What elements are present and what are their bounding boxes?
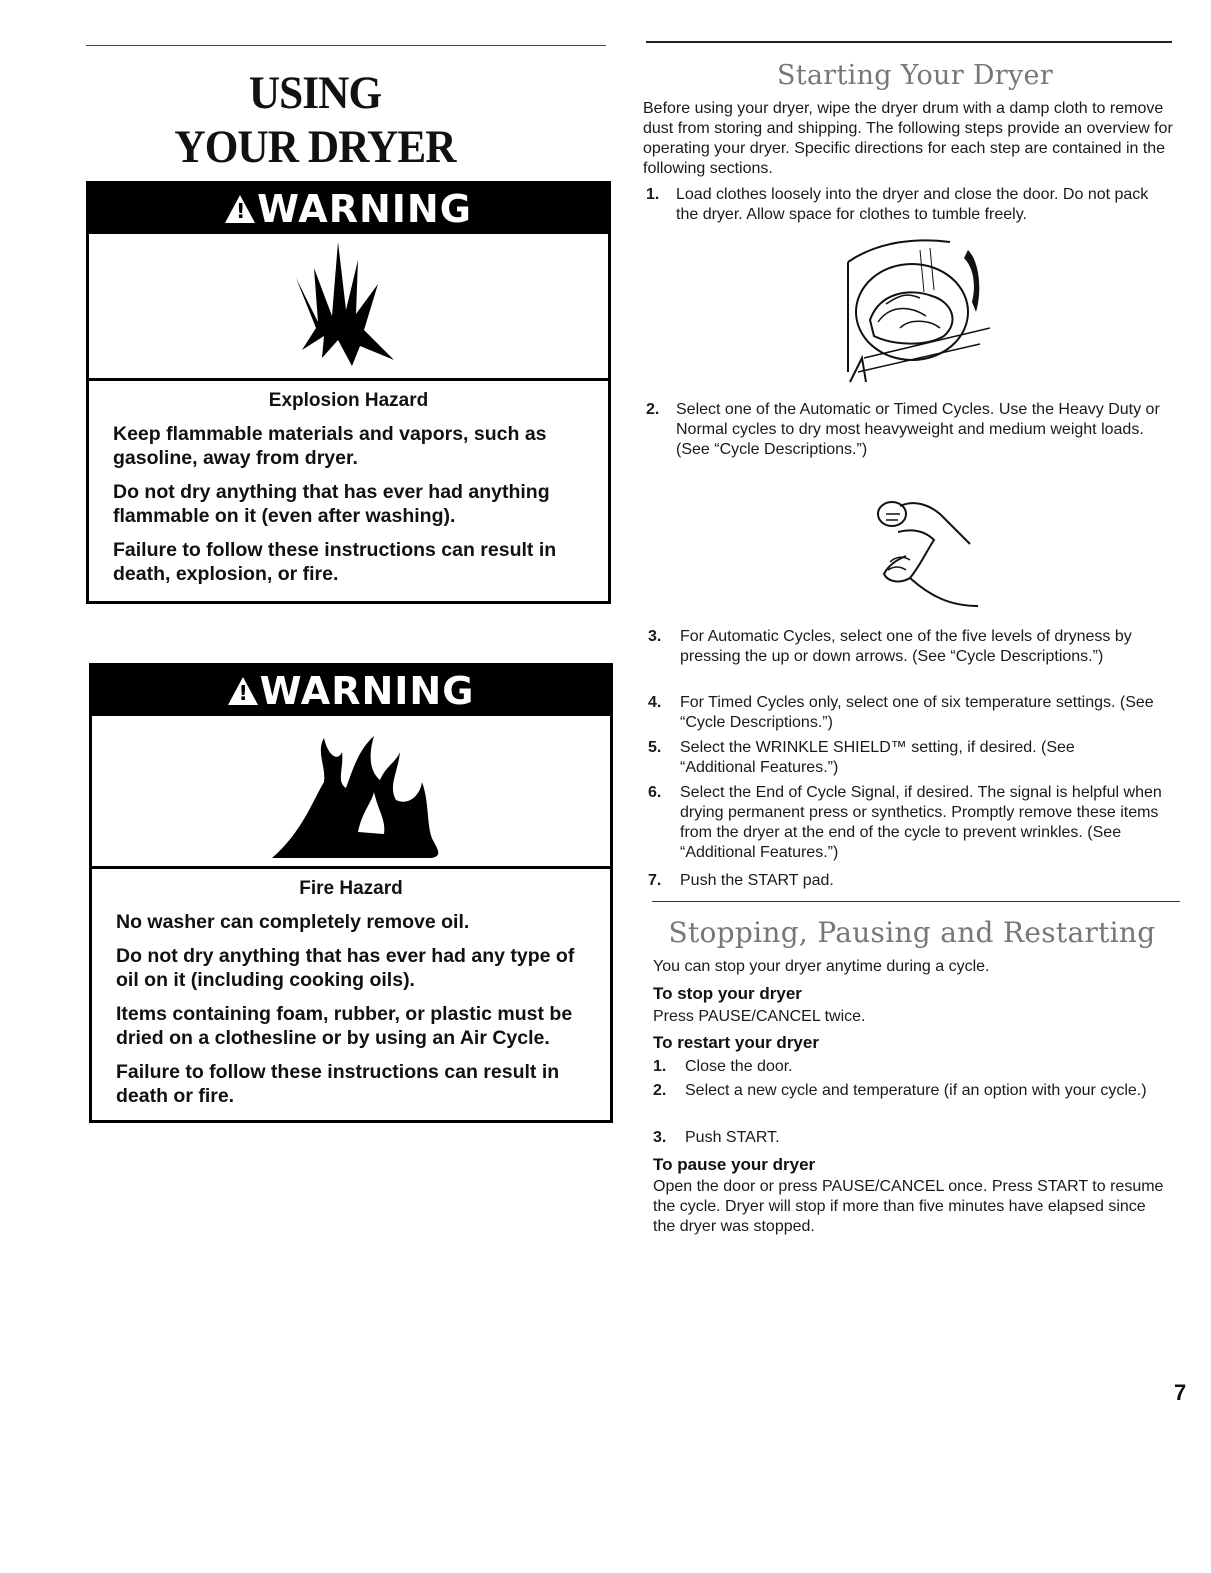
starting-heading: Starting Your Dryer: [776, 60, 1054, 91]
warning-line: Do not dry anything that has ever had anything flammable on it (even after washing).: [113, 481, 550, 527]
flame-icon: [262, 722, 452, 862]
warning-line: Do not dry anything that has ever had any type of oil on it (including cooking oils).: [116, 945, 575, 991]
warning-header: [92, 666, 610, 716]
warning-label: WARNING: [259, 669, 475, 713]
starting-intro: Before using your dryer, wipe the dryer drum with a damp cloth to remove dust from storing and shipping. The following steps provide an overview for operating your dryer. Specific directions for each step are contained in the following sections.: [643, 100, 1173, 177]
section-divider: [652, 901, 1180, 902]
fire-hazard-title: Fire Hazard: [299, 878, 403, 899]
page-title-line1: USING: [248, 67, 382, 119]
warning-triangle-icon: !: [228, 677, 258, 705]
warning-line: Failure to follow these instructions can result in death, explosion, or fire.: [113, 539, 557, 585]
stopping-heading: Stopping, Pausing and Restarting: [668, 916, 1156, 949]
dryer-loading-illustration: [840, 232, 990, 392]
page-title: [163, 66, 467, 174]
warning-line: No washer can completely remove oil.: [116, 911, 470, 933]
warning-line: Failure to follow these instructions can result in death or fire.: [116, 1061, 560, 1107]
pause-text: Open the door or press PAUSE/CANCEL once. Press START to resume the cycle. Dryer will stop if more than five minutes have elapsed since the dryer was stopped.: [653, 1178, 1164, 1235]
pause-title: To pause your dryer: [653, 1155, 816, 1174]
stop-text: Press PAUSE/CANCEL twice.: [653, 1008, 866, 1025]
fire-warning-box: [89, 663, 613, 1123]
warning-header: [89, 184, 608, 234]
warning-line: Keep flammable materials and vapors, such as gasoline, away from dryer.: [113, 423, 547, 469]
page-number: 7: [1174, 1380, 1187, 1405]
fire-warning-text: [92, 869, 610, 1108]
explosion-warning-text: [89, 381, 608, 586]
stop-title: To stop your dryer: [653, 984, 802, 1003]
warning-line: Items containing foam, rubber, or plastic must be dried on a clothesline or by using an Air Cycle.: [116, 1003, 573, 1049]
warning-triangle-icon: !: [225, 195, 255, 223]
explosion-icon: [274, 240, 414, 380]
fire-picture: [92, 716, 610, 869]
stopping-intro: You can stop your dryer anytime during a cycle.: [653, 958, 990, 975]
explosion-hazard-title: Explosion Hazard: [268, 390, 429, 411]
explosion-picture: [89, 234, 608, 381]
explosion-warning-box: [86, 181, 611, 604]
top-rule-right: [646, 41, 1172, 43]
page-title-line2: YOUR DRYER: [174, 121, 456, 173]
hand-pressing-illustration: [870, 492, 980, 612]
restart-title: To restart your dryer: [653, 1033, 819, 1052]
top-rule-left: [86, 45, 606, 46]
warning-label: WARNING: [257, 187, 472, 231]
